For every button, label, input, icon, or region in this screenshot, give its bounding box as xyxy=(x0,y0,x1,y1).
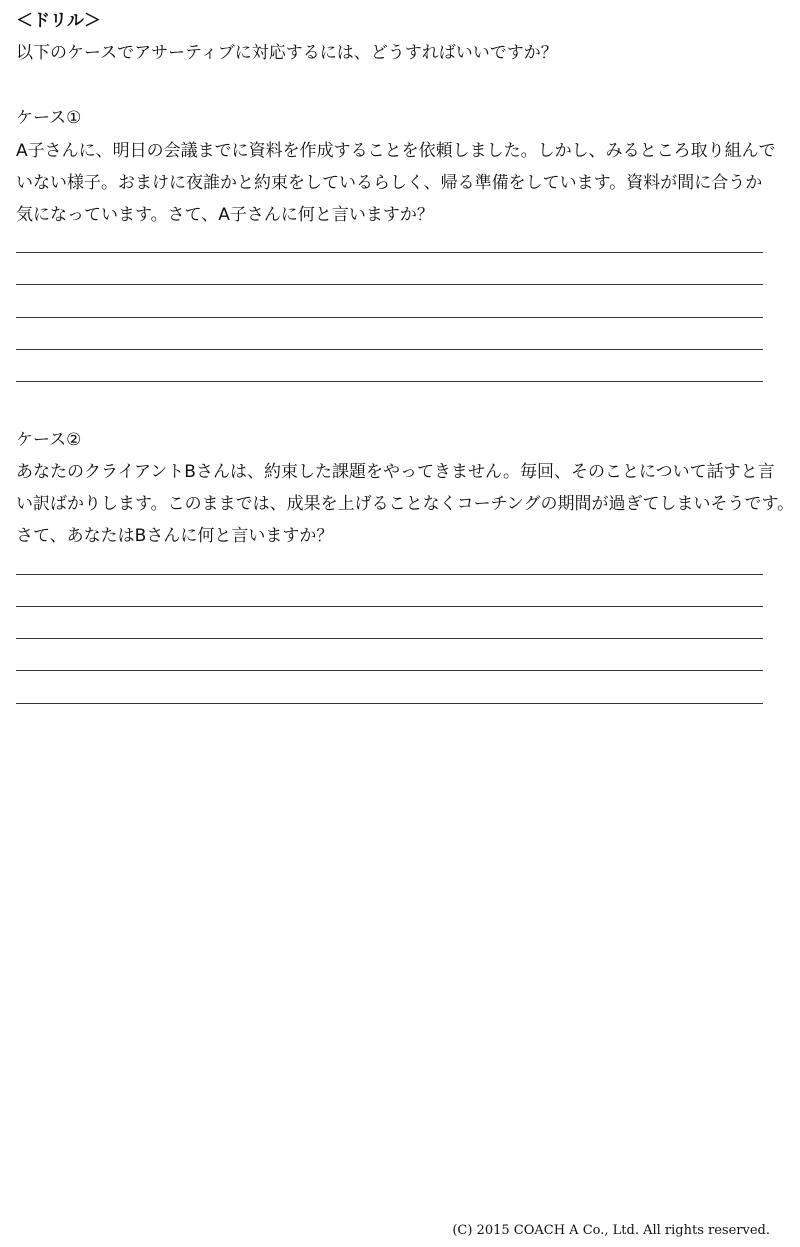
drill-title: ＜ドリル＞ xyxy=(16,11,101,31)
case-1-text-line: いない様子。おまけに夜誰かと約束をしているらしく、帰る準備をしています。資料が間に合うか xyxy=(16,173,763,193)
drill-question: 以下のケースでアサーティブに対応するには、どうすればいいですか？ xyxy=(16,43,558,63)
case-2-text-line: い訳ばかりします。このままでは、成果を上げることなくコーチングの期間が過ぎてしまいそうです。 xyxy=(16,494,795,514)
case-1-text-line: 気になっています。さて、A子さんに何と言いますか？ xyxy=(16,205,434,225)
answer-line xyxy=(16,284,763,285)
answer-line xyxy=(16,574,763,575)
copyright-notice: (C) 2015 COACH A Co., Ltd. All rights reserved. xyxy=(452,1223,770,1238)
answer-line xyxy=(16,703,763,704)
answer-line xyxy=(16,317,763,318)
case-1-text-line: A子さんに、明日の会議までに資料を作成することを依頼しました。しかし、みるところ取り組んで xyxy=(16,141,776,161)
answer-line xyxy=(16,349,763,350)
case-2-heading: ケース② xyxy=(16,430,82,450)
case-1-heading: ケース① xyxy=(16,108,82,128)
answer-line xyxy=(16,638,763,639)
case-2-text-line: さて、あなたはBさんに何と言いますか？ xyxy=(16,526,334,546)
case-2-text-line: あなたのクライアントBさんは、約束した課題をやってきません。毎回、そのことについて話すと言 xyxy=(16,462,775,482)
answer-line xyxy=(16,670,763,671)
answer-line xyxy=(16,606,763,607)
answer-line xyxy=(16,252,763,253)
answer-line xyxy=(16,381,763,382)
